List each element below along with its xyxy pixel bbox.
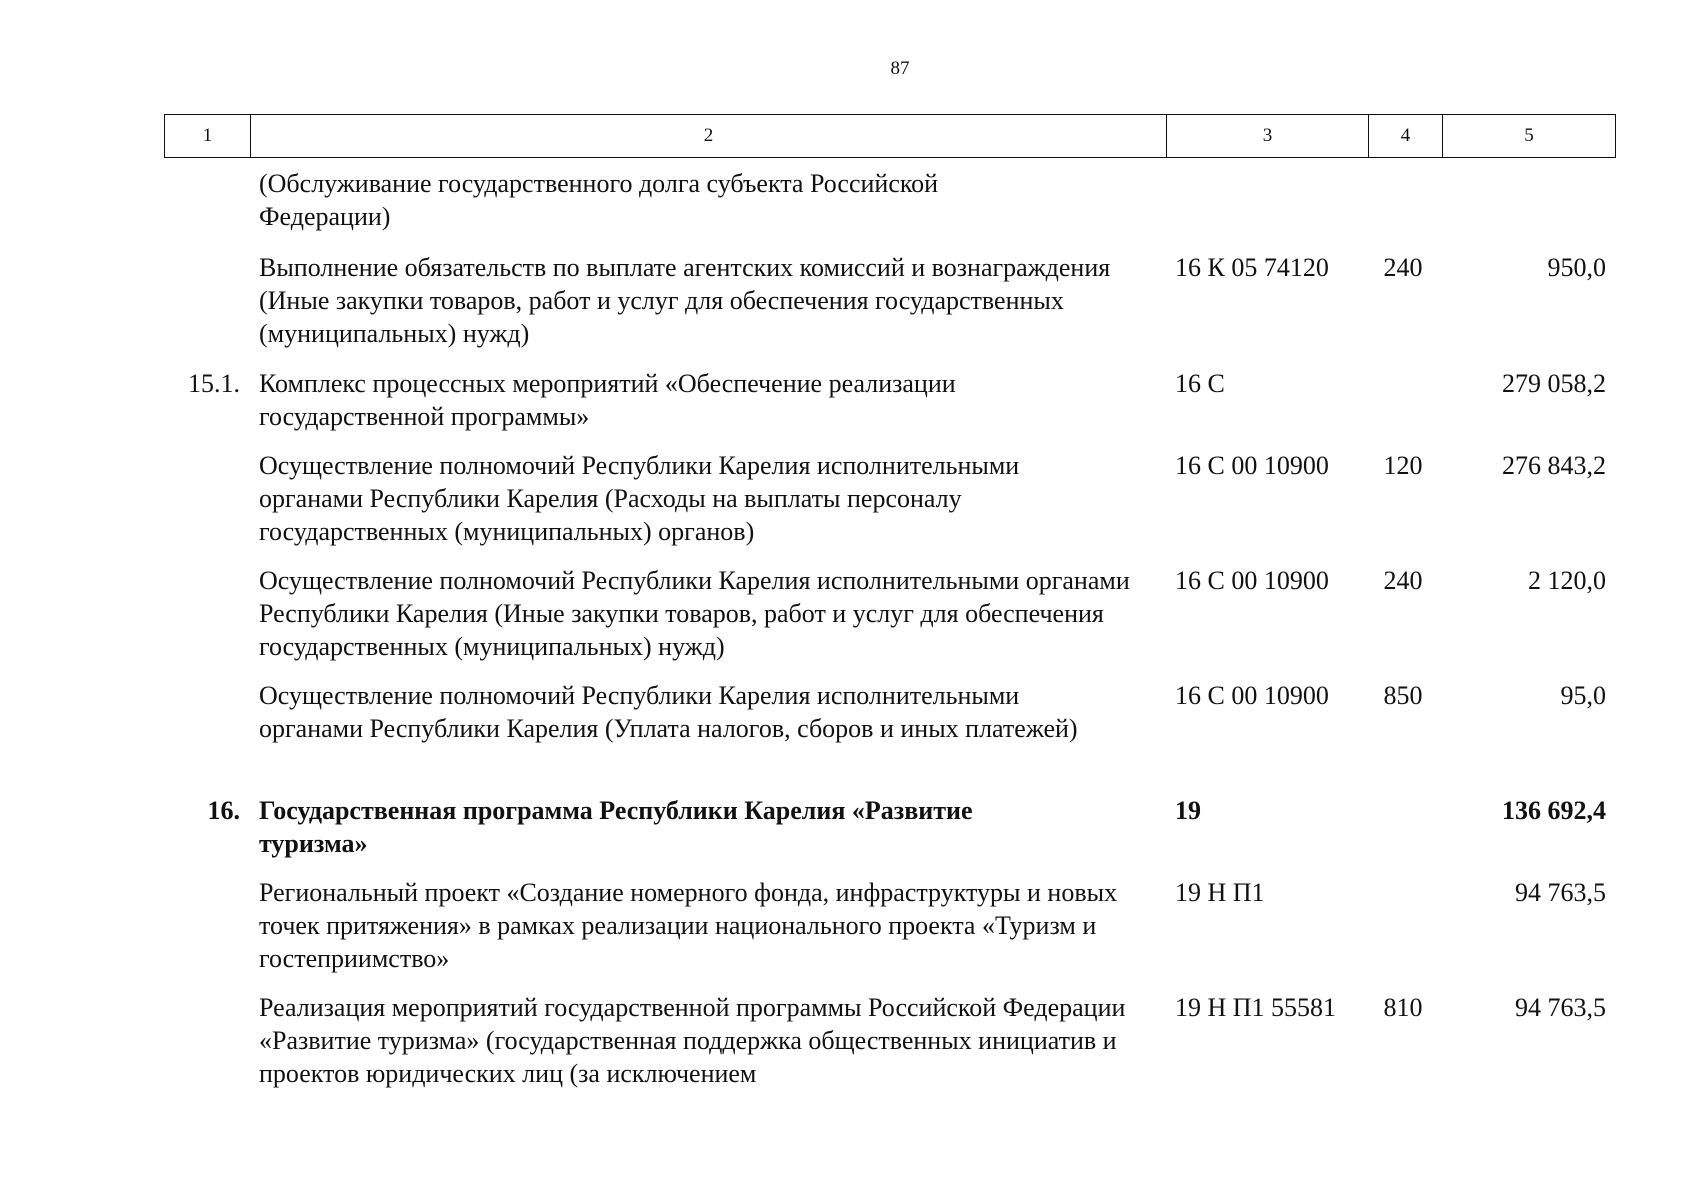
- row-amount: 94 763,5: [1515, 993, 1606, 1022]
- column-header-5: 5: [1443, 115, 1616, 158]
- row-name: Региональный проект «Создание номерного фонда, инфраструктуры и новых точек притяжения» в рамках реализации национального проекта «Туризм и гостеприимство»: [259, 878, 1118, 973]
- column-header-3: 3: [1167, 115, 1369, 158]
- page-number: 87: [890, 58, 910, 79]
- row-name: Выполнение обязательств по выплате агентских комиссий и вознаграждения (Иные закупки товаров, работ и услуг для обеспечения государственных (муниципальных) нужд): [259, 253, 1111, 348]
- row-name: Комплекс процессных мероприятий «Обеспечение реализации государственной программы»: [259, 369, 956, 431]
- row-amount: 95,0: [1560, 681, 1606, 710]
- row-name: Осуществление полномочий Республики Карелия исполнительными органами Республики Карелия (Расходы на выплаты персоналу государственных (муниципальных) органов): [259, 451, 1020, 546]
- row-code: 16 С 00 10900: [1175, 566, 1329, 595]
- row-amount: 279 058,2: [1502, 369, 1606, 398]
- row-code: 16 С 00 10900: [1175, 451, 1329, 480]
- row-amount: 94 763,5: [1515, 878, 1606, 907]
- row-code: 16 К 05 74120: [1175, 253, 1329, 282]
- row-type: 850: [1383, 681, 1423, 710]
- row-type: 810: [1383, 993, 1423, 1022]
- row-type: 120: [1383, 451, 1423, 480]
- row-code: 19 Н П1: [1175, 878, 1265, 907]
- column-header-table: [164, 114, 1616, 158]
- row-name: Государственная программа Республики Карелия «Развитие туризма»: [259, 796, 973, 858]
- row-name: Осуществление полномочий Республики Карелия исполнительными органами Республики Карелия (Иные закупки товаров, работ и услуг для обеспечения государственных (муниципальных) нужд): [259, 566, 1130, 661]
- row-code: 16 С: [1175, 369, 1225, 398]
- column-header-row: [165, 115, 1616, 158]
- row-amount: 276 843,2: [1502, 451, 1606, 480]
- row-number: 16.: [207, 796, 240, 825]
- row-amount: 950,0: [1547, 253, 1606, 282]
- row-amount: 2 120,0: [1528, 566, 1606, 595]
- row-name: Осуществление полномочий Республики Карелия исполнительными органами Республики Карелия (Уплата налогов, сборов и иных платежей): [259, 681, 1078, 743]
- row-type: 240: [1383, 566, 1423, 595]
- column-header-4: 4: [1369, 115, 1443, 158]
- row-code: 16 С 00 10900: [1175, 681, 1329, 710]
- column-header-2: 2: [251, 115, 1167, 158]
- row-code: 19 Н П1 55581: [1175, 993, 1337, 1022]
- row-name: Реализация мероприятий государственной программы Российской Федерации «Развитие туризма» (государственная поддержка общественных инициатив и проектов юридических лиц (за исключением: [259, 993, 1126, 1088]
- row-code: 19: [1175, 796, 1201, 825]
- row-name: (Обслуживание государственного долга субъекта Российской Федерации): [259, 169, 939, 231]
- row-amount: 136 692,4: [1502, 796, 1606, 825]
- row-number: 15.1.: [188, 369, 240, 398]
- column-header-1: 1: [165, 115, 251, 158]
- row-type: 240: [1383, 253, 1423, 282]
